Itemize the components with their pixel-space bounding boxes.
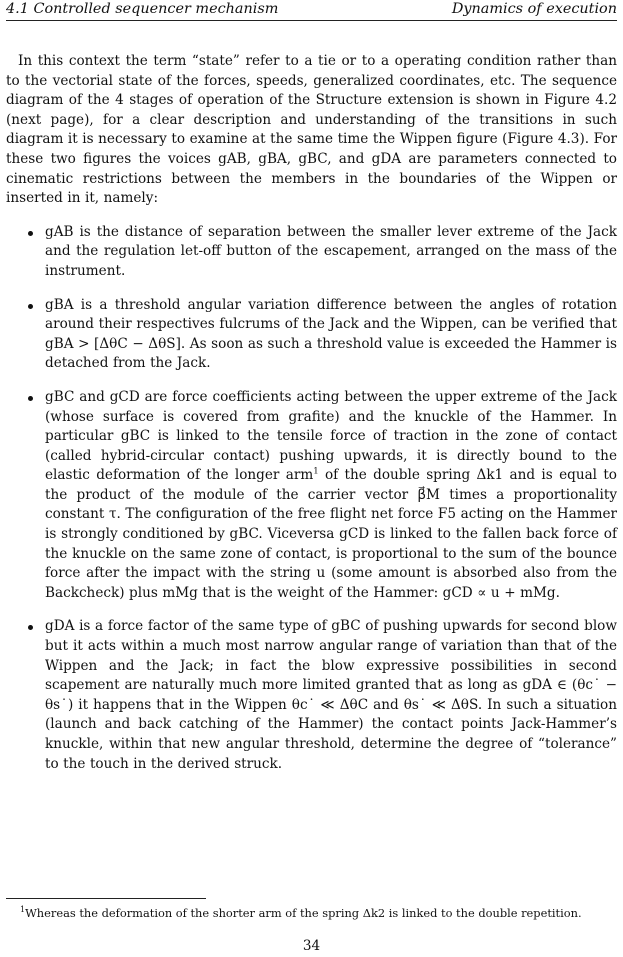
- footnote-mark: 1: [20, 905, 26, 914]
- footnote: [20, 903, 617, 920]
- footnote-divider: [6, 898, 206, 899]
- header-chapter-title: Dynamics of execution: [451, 1, 617, 17]
- list-item-text: gAB is the distance of separation between the smaller lever extreme of the Jack and the regulation let-off button of the escapement, arranged on the mass of the instrument.: [45, 223, 617, 279]
- list-item-text-part: of the double spring Δk1 and is equal to the product of the module of the carrier vector β⃗M times a proportionality constant τ. The configuration of the free flight net force F5 acting on the Hammer is strongly conditioned by gBC. Viceversa gCD is linked to the fallen back force of the knuckle on the same zone of contact, is proportional to the sum of the bounce force after the impact with the string u (some amount is absorbed also from the Backcheck) plus mMg that is the weight of the Hammer: gCD ∝ u + mMg.: [45, 467, 617, 601]
- bullet-icon: [28, 304, 33, 309]
- page-number: 34: [302, 938, 321, 954]
- header-section-title: 4.1 Controlled sequencer mechanism: [6, 1, 279, 17]
- body-text: [6, 52, 617, 788]
- list-item-text: gBA is a threshold angular variation difference between the angles of rotation around their respectives fulcrums of the Jack and the Wippen, can be verified that gBA > [ΔθC − ΔθS]. As soon as such a threshold value is exceeded the Hammer is detached from the Jack.: [45, 296, 617, 372]
- list-item: [6, 296, 617, 374]
- running-header: [6, 0, 617, 21]
- list-item-text: [45, 389, 617, 601]
- list-item: [6, 388, 617, 604]
- bullet-icon: [28, 625, 33, 630]
- bullet-icon: [28, 231, 33, 236]
- bullet-icon: [28, 396, 33, 401]
- intro-paragraph: In this context the term “state” refer to a tie or to a operating condition rather than to the vectorial state of the forces, speeds, generalized coordinates, etc. The sequence diagram of the 4 stages of operation of the Structure extension is shown in Figure 4.2 (next page), for a clear description and understanding of the transitions in such diagram it is necessary to examine at the same time the Wippen figure (Figure 4.3). For these two figures the voices gAB, gBA, gBC, and gDA are parameters connected to cinematic restrictions between the members in the boundaries of the Wippen or inserted in it, namely:: [6, 53, 617, 207]
- parameter-list: [6, 223, 617, 774]
- list-item-text: gDA is a force factor of the same type of gBC of pushing upwards for second blow but it acts within a much most narrow angular range of variation than that of the Wippen and the Jack; in fact the blow expressive possibilities in second scapement are naturally much more limited granted that as long as gDA ∈ (θc˙ − θs˙) it happens that in the Wippen θc˙ ≪ ΔθC and θs˙ ≪ ΔθS. In such a situation (launch and back catching of the Hammer) the contact points Jack-Hammer’s knuckle, within that new angular threshold, determine the degree of “tolerance” to the touch in the derived struck.: [45, 618, 617, 772]
- list-item: [6, 617, 617, 774]
- footnote-text: Whereas the deformation of the shorter arm of the spring Δk2 is linked to the double repetition.: [25, 905, 582, 920]
- list-item-text-part: gBC and gCD are force coefficients acting between the upper extreme of the Jack (whose surface is covered from grafite) and the knuckle of the Hammer. In particular gBC is linked to the tensile force of traction in the zone of contact (called hybrid-circular contact) pushing upwards, it is directly bound to the elastic deformation of the longer arm: [45, 388, 617, 484]
- footnote-reference[interactable]: 1: [313, 466, 319, 477]
- list-item: [6, 223, 617, 282]
